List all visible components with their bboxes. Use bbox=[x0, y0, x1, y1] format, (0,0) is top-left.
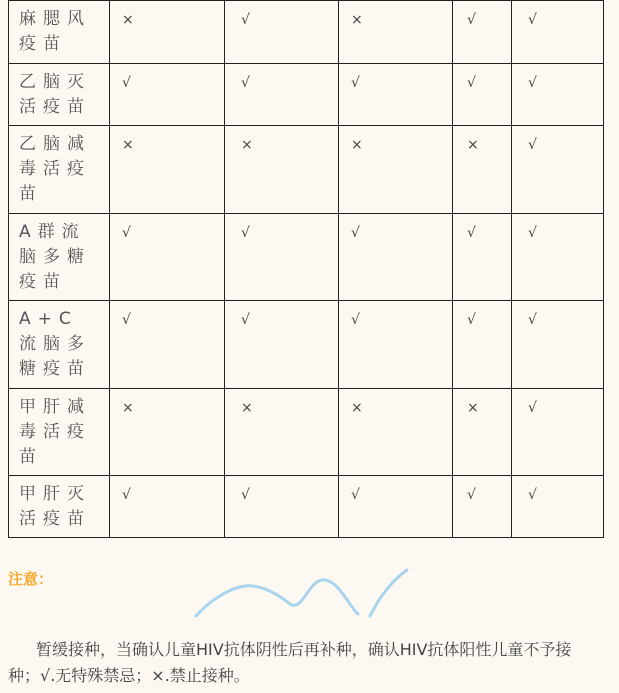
mark-cell: √ bbox=[528, 12, 537, 28]
mark-cell: √ bbox=[241, 487, 250, 503]
vaccine-name: A+C流脑多糖疫苗 bbox=[9, 301, 110, 389]
vaccine-name: 麻腮风疫苗 bbox=[9, 1, 110, 64]
mark-cell: × bbox=[122, 137, 134, 153]
mark-cell: √ bbox=[122, 225, 131, 241]
mark-cell: × bbox=[351, 400, 363, 416]
mark-cell: × bbox=[351, 137, 363, 153]
mark-cell: × bbox=[241, 400, 253, 416]
mark-cell: √ bbox=[467, 225, 476, 241]
vaccine-name: 乙脑减毒活疫苗 bbox=[9, 126, 110, 214]
mark-cell: × bbox=[122, 400, 134, 416]
table-row bbox=[9, 126, 604, 214]
mark-cell: × bbox=[241, 137, 253, 153]
mark-cell: √ bbox=[241, 75, 250, 91]
vaccine-name: 乙脑灭活疫苗 bbox=[9, 64, 110, 126]
vaccine-name: 甲肝减毒活疫苗 bbox=[9, 389, 110, 476]
mark-cell: × bbox=[467, 137, 479, 153]
wave-path bbox=[196, 570, 407, 616]
mark-cell: √ bbox=[351, 487, 360, 503]
table-row bbox=[9, 301, 604, 389]
mark-cell: √ bbox=[528, 225, 537, 241]
mark-cell: √ bbox=[351, 225, 360, 241]
decorative-wave-line bbox=[190, 560, 420, 622]
vaccine-name: 甲肝灭活疫苗 bbox=[9, 476, 110, 538]
mark-cell: √ bbox=[467, 487, 476, 503]
mark-cell: × bbox=[467, 400, 479, 416]
mark-cell: √ bbox=[528, 137, 537, 153]
mark-cell: √ bbox=[241, 225, 250, 241]
mark-cell: √ bbox=[528, 75, 537, 91]
table-row bbox=[9, 64, 604, 126]
vaccine-name: A群流脑多糖疫苗 bbox=[9, 214, 110, 301]
mark-cell: √ bbox=[241, 12, 250, 28]
mark-cell: √ bbox=[122, 312, 131, 328]
mark-cell: √ bbox=[122, 487, 131, 503]
mark-cell: √ bbox=[241, 312, 250, 328]
mark-cell: √ bbox=[528, 487, 537, 503]
table-row bbox=[9, 476, 604, 538]
table-row bbox=[9, 389, 604, 476]
mark-cell: √ bbox=[528, 312, 537, 328]
mark-cell: √ bbox=[467, 12, 476, 28]
mark-cell: × bbox=[122, 12, 134, 28]
mark-cell: √ bbox=[351, 312, 360, 328]
table-row bbox=[9, 1, 604, 64]
mark-cell: √ bbox=[528, 400, 537, 416]
mark-cell: √ bbox=[467, 312, 476, 328]
notice-label: 注意： bbox=[8, 570, 54, 588]
table-row bbox=[9, 214, 604, 301]
notice-text: 暂缓接种，当确认儿童HIV抗体阴性后再补种，确认HIV抗体阳性儿童不予接种；√.无特殊禁忌；×.禁止接种。 bbox=[8, 640, 572, 685]
mark-cell: √ bbox=[122, 75, 131, 91]
mark-cell: √ bbox=[351, 75, 360, 91]
mark-cell: × bbox=[351, 12, 363, 28]
mark-cell: √ bbox=[467, 75, 476, 91]
vaccine-contraindication-table bbox=[8, 0, 604, 538]
